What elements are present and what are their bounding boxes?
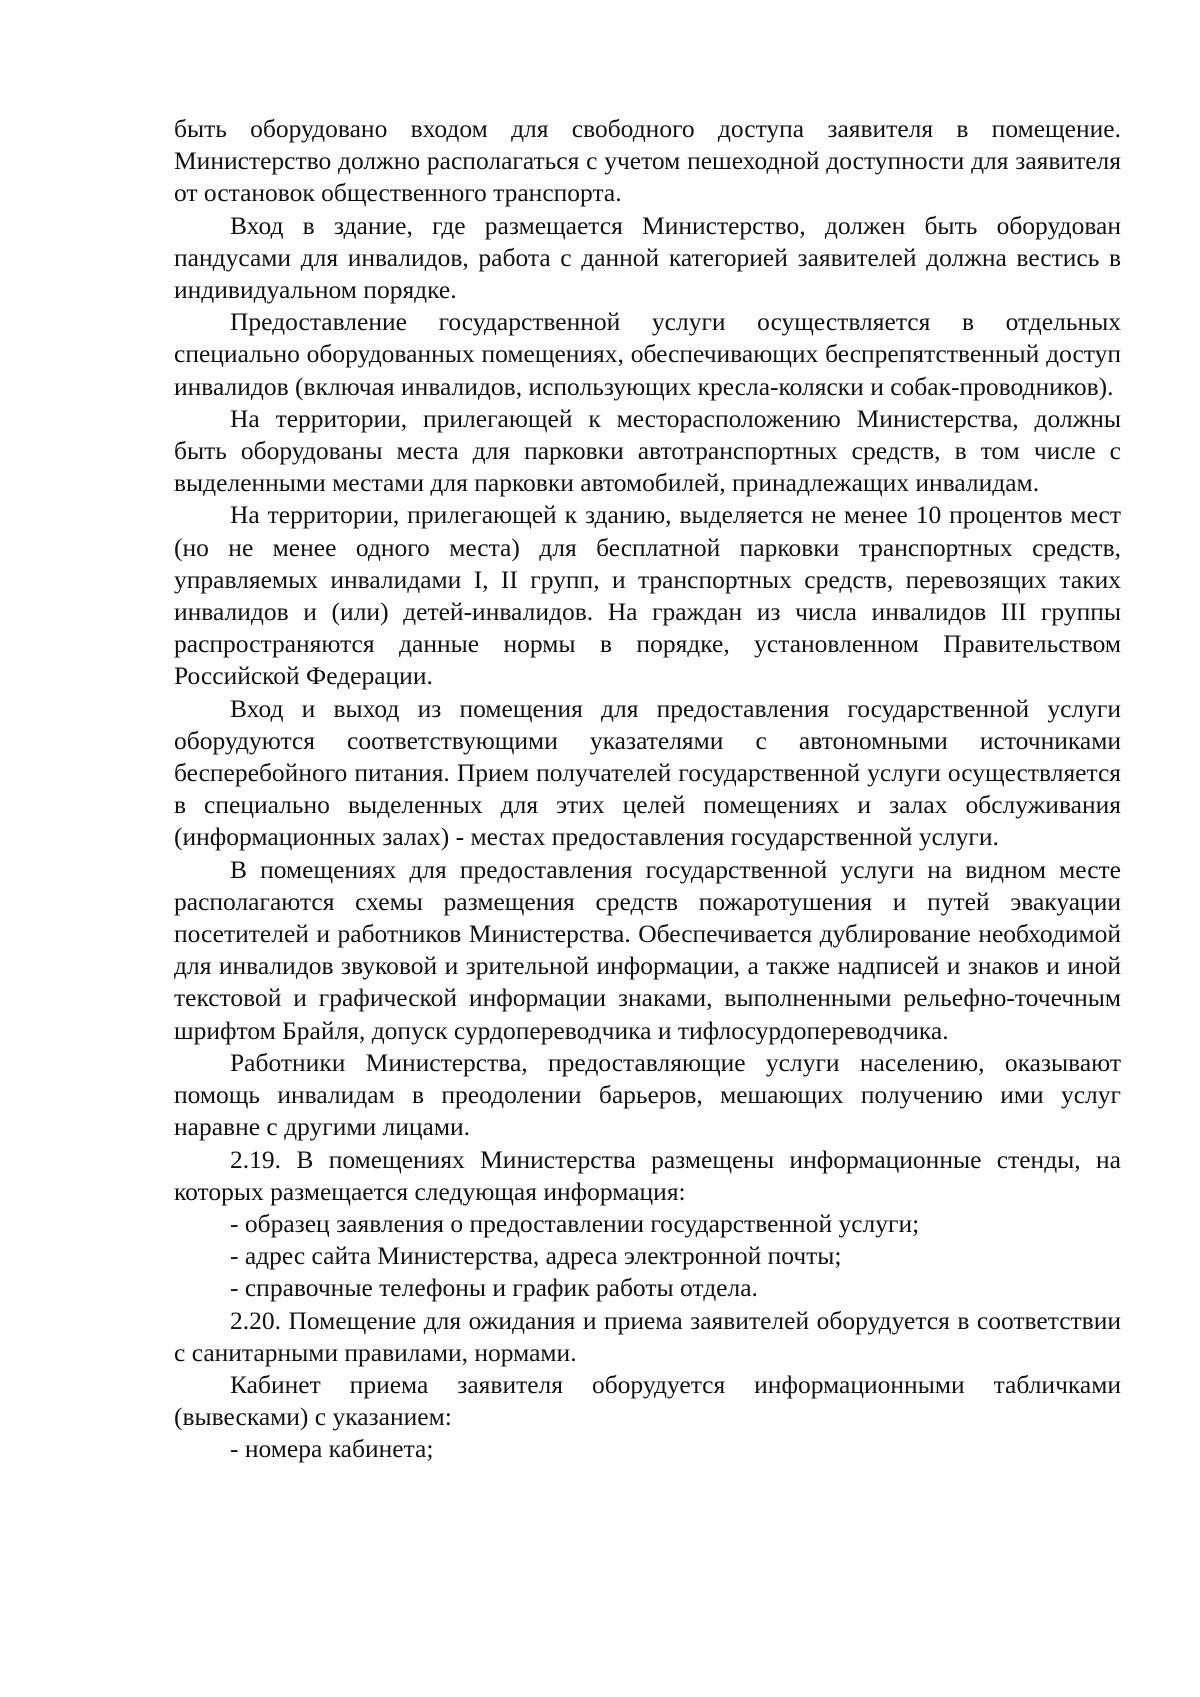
paragraph-parking-percent: На территории, прилегающей к зданию, выделяется не менее 10 процентов мест (но не менее одного места) для бесплатной парковки транспортных средств, управляемых инвалидами I, II групп, и транспортных средств, перевозящих таких инвалидов и (или) детей-инвалидов. На граждан из числа инвалидов III группы распространяются данные нормы в порядке, установленном Правительством Российской Федерации. (174, 500, 1121, 691)
paragraph-signage: Вход и выход из помещения для предоставления государственной услуги оборудуются соответствующими указателями с автономными источниками бесперебойного питания. Прием получателей государственной услуги осуществляется в специально выделенных для этих целей помещениях и залах обслуживания (информационных залах) - местах предоставления государственной услуги. (174, 693, 1121, 852)
paragraph-office-signs: Кабинет приема заявителя оборудуется информационными табличками (вывесками) с указанием: (174, 1369, 1121, 1432)
paragraph-parking: На территории, прилегающей к месторасположению Министерства, должны быть оборудованы места для парковки автотранспортных средств, в том числе с выделенными местами для парковки автомобилей, принадлежащих инвалидам. (174, 403, 1121, 498)
paragraph-section-2-20: 2.20. Помещение для ожидания и приема заявителей оборудуется в соответствии с санитарными правилами, нормами. (174, 1305, 1121, 1367)
paragraph-section-2-19: 2.19. В помещениях Министерства размещены информационные стенды, на которых размещается следующая информация: (174, 1144, 1121, 1206)
paragraph-evacuation-braille: В помещениях для предоставления государственной услуги на видном месте располагаются схемы размещения средств пожаротушения и путей эвакуации посетителей и работников Министерства. Обеспечивается дублирование необходимой для инвалидов звуковой и зрительной информации, а также надписей и знаков и иной текстовой и графической информации знаками, выполненными рельефно-точечным шрифтом Брайля, допуск сурдопереводчика и тифлосурдопереводчика. (174, 854, 1121, 1045)
paragraph-ramps: Вход в здание, где размещается Министерство, должен быть оборудован пандусами для инвалидов, работа с данной категорией заявителей должна вестись в индивидуальном порядке. (174, 210, 1121, 305)
list-item-application-sample: - образец заявления о предоставлении государственной услуги; (230, 1208, 920, 1238)
list-item-phones-schedule: - справочные телефоны и график работы отдела. (230, 1273, 758, 1303)
document-page (174, 113, 1121, 1466)
paragraph-special-rooms: Предоставление государственной услуги осуществляется в отдельных специально оборудованных помещениях, обеспечивающих беспрепятственный доступ инвалидов (включая инвалидов, использующих кресла-коляски и собак-проводников). (174, 307, 1121, 401)
list-item-office-number: - номера кабинета; (230, 1434, 434, 1464)
paragraph-staff-assistance: Работники Министерства, предоставляющие услуги населению, оказывают помощь инвалидам в преодолении барьеров, мешающих получению ими услуг наравне с другими лицами. (174, 1047, 1121, 1142)
paragraph-entrance-continuation: быть оборудовано входом для свободного доступа заявителя в помещение. Министерство должно располагаться с учетом пешеходной доступности для заявителя от остановок общественного транспорта. (174, 114, 1121, 208)
list-item-website-email: - адрес сайта Министерства, адреса электронной почты; (230, 1241, 842, 1271)
